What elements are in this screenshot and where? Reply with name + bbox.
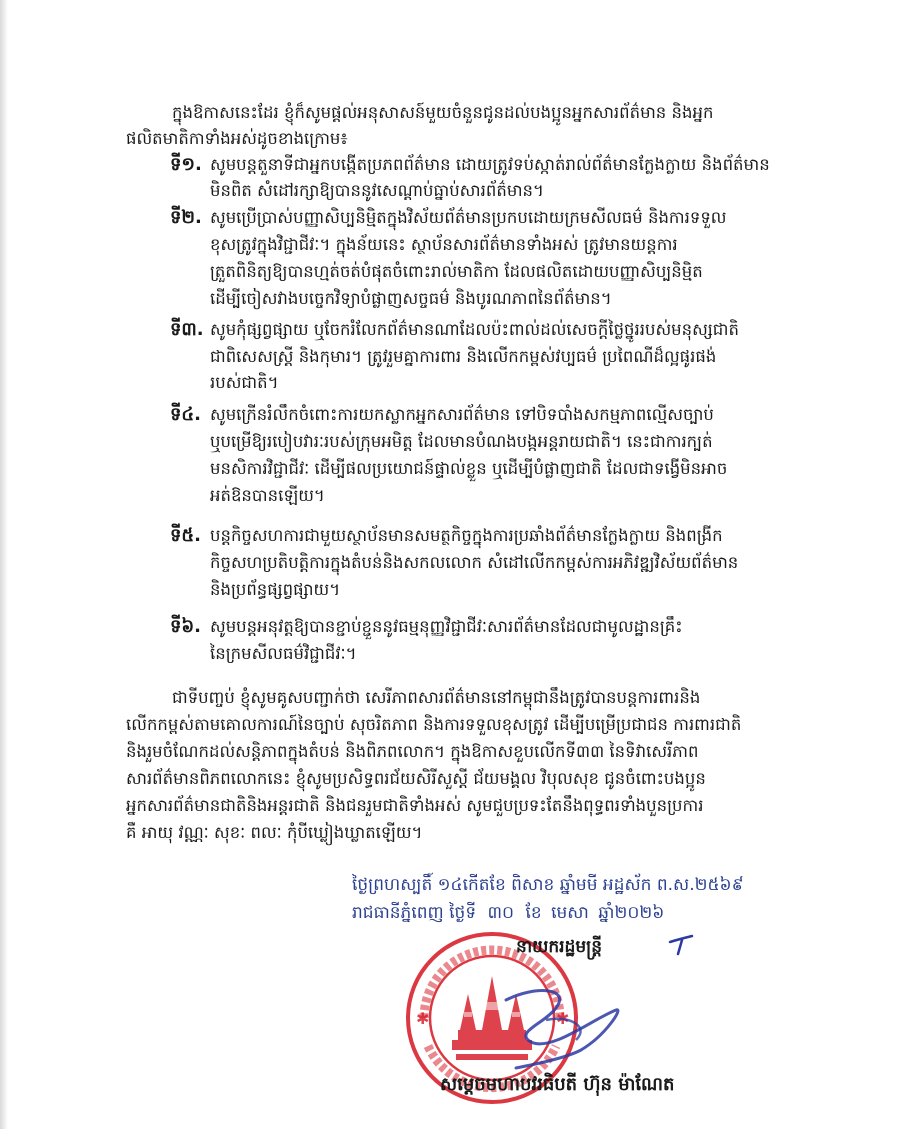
recommendation-1-line-1: សូមបន្តតួនាទីជាអ្នកបង្កើតប្រភពព័ត៌មាន ដោយត្រូវទប់ស្កាត់រាល់ព័ត៌មានក្លែងក្លាយ និងព័ត៌មាន <box>210 155 770 174</box>
recommendation-2-line-2: ខុសត្រូវក្នុងវិជ្ជាជីវៈ។ ក្នុងន័យនេះ ស្ថាប័នសារព័ត៌មានទាំងអស់ ត្រូវមានយន្តការ <box>210 235 678 254</box>
recommendation-3-line-2: ជាពិសេសស្ត្រី និងកុមារ។ ត្រូវរួមគ្នាការពារ និងលើកកម្ពស់វប្បធម៌ ប្រពៃណីដ៏ល្អផូរផង់ <box>210 347 717 366</box>
recommendation-3-line-3: របស់ជាតិ។ <box>210 373 279 392</box>
closing-line-2: លើកកម្ពស់តាមគោលការណ៍នៃច្បាប់ សុចរិតភាព និងការទទួលខុសត្រូវ ដើម្បីបម្រើប្រជាជន ការពារជាតិ <box>126 715 742 734</box>
handwritten-signature <box>496 980 631 1075</box>
dateline-month-label: ខែ <box>525 903 542 923</box>
recommendation-5-line-1: បន្តកិច្ចសហការជាមួយស្ថាប័នមានសមត្ថកិច្ចក្នុងការប្រឆាំងព័ត៌មានក្លែងក្លាយ និងពង្រីក <box>210 526 723 545</box>
recommendation-5-number: ទី៥. <box>170 525 202 546</box>
recommendation-3-line-1: សូមកុំផ្សព្វផ្សាយ ឬចែករំលែកព័ត៌មានណាដែលប៉ះពាល់ដល់សេចក្ដីថ្លៃថ្នូររបស់មនុស្សជាតិ <box>210 320 739 339</box>
recommendation-2-line-4: ដើម្បីចៀសវាងបច្ចេកវិទ្យាបំផ្លាញសច្ចធម៌ និងបូរណភាពនៃព័ត៌មាន។ <box>210 289 612 308</box>
recommendation-4-line-3: មនសិការវិជ្ជាជីវៈ ដើម្បីផលប្រយោជន៍ផ្ទាល់ខ្លួន ឬដើម្បីបំផ្លាញជាតិ ដែលជាទង្វើមិនអាច <box>210 459 728 478</box>
closing-line-1: ជាទីបញ្ចប់ ខ្ញុំសូមគូសបញ្ជាក់ថា សេរីភាពសារព័ត៌មាននៅកម្ពុជានឹងត្រូវបានបន្តការពារនិង <box>172 688 701 707</box>
dateline-lunar: ថ្ងៃព្រហស្បតិ៍ ១៤កើតខែ ពិសាខ ឆ្នាំមមី អដ្ឋស័ក ព.ស.២៥៦៩ <box>352 875 744 895</box>
svg-text:✱: ✱ <box>556 1009 570 1028</box>
recommendation-6-line-2: នៃក្រមសីលធម៌វិជ្ជាជីវៈ។ <box>210 644 357 663</box>
signatory-title: នាយករដ្ឋមន្ត្រី <box>516 937 602 957</box>
closing-line-6: គឺ អាយុ វណ្ណៈ សុខៈ ពលៈ កុំបីឃ្លៀងឃ្លាតឡើយ។ <box>126 823 423 842</box>
intro-line-1: ក្នុងឱកាសនេះដែរ ខ្ញុំក៏សូមផ្ដល់អនុសាសន៍មួយចំនួនជូនដល់បងប្អូនអ្នកសារព័ត៌មាន និងអ្នក <box>172 103 714 122</box>
recommendation-5-line-2: កិច្ចសហប្រតិបត្តិការក្នុងតំបន់និងសកលលោក សំដៅលើកកម្ពស់ការអភិវឌ្ឍវិស័យព័ត៌មាន <box>210 553 739 572</box>
dateline-place: រាជធានីភ្នំពេញ ថ្ងៃទី <box>352 903 477 923</box>
signatory-name: សម្ដេចមហាបវរធិបតី ហ៊ុន ម៉ាណែត <box>440 1074 675 1095</box>
svg-text:✱: ✱ <box>416 1009 430 1028</box>
dateline-month: មេសា <box>551 903 589 923</box>
recommendation-4-line-4: អត់ឱនបានឡើយ។ <box>210 486 325 505</box>
recommendation-2-line-1: សូមប្រើប្រាស់បញ្ញាសិប្បនិម្មិតក្នុងវិស័យព័ត៌មានប្រកបដោយក្រមសីលធម៌ និងការទទួល <box>210 208 727 227</box>
dateline-day: ៣០ <box>487 903 515 923</box>
recommendation-4-number: ទី៤. <box>170 404 202 425</box>
closing-line-4: សារព័ត៌មានពិភពលោកនេះ ខ្ញុំសូមប្រសិទ្ធពរជ័យសិរីសួស្ដី ជ័យមង្គល វិបុលសុខ ជូនចំពោះបងប្អូន <box>126 769 706 788</box>
dateline-solar <box>352 900 822 928</box>
dateline-year: ឆ្នាំ២០២៦ <box>598 903 665 923</box>
intro-line-2: ផលិតមាតិកាទាំងអស់ដូចខាងក្រោម៖ <box>126 129 348 148</box>
recommendation-1-number: ទី១. <box>170 154 202 175</box>
closing-line-3: និងរួមចំណែកដល់សន្តិភាពក្នុងតំបន់ និងពិភពលោក។ ក្នុងឱកាសខួបលើកទី៣៣ នៃទិវាសេរីភាព <box>126 742 699 761</box>
recommendation-4-line-2: ឬបម្រើឱ្យរបៀបវារៈរបស់ក្រុមអមិត្ត ដែលមានបំណងបង្កអន្តរាយជាតិ។ នេះជាការក្បត់ <box>210 432 713 451</box>
recommendation-2-line-3: ត្រួតពិនិត្យឱ្យបានហ្មត់ចត់បំផុតចំពោះរាល់មាតិកា ដែលផលិតដោយបញ្ញាសិប្បនិម្មិត <box>210 262 703 281</box>
recommendation-2-number: ទី២. <box>170 207 202 228</box>
closing-line-5: អ្នកសារព័ត៌មានជាតិនិងអន្តរជាតិ និងជនរួមជាតិទាំងអស់ សូមជួបប្រទះតែនឹងពុទ្ធពរទាំងបួនប្រការ <box>126 796 704 815</box>
recommendation-1-line-2: មិនពិត សំដៅរក្សាឱ្យបាននូវសេណ្ដាប់ធ្នាប់សារព័ត៌មាន។ <box>210 181 544 200</box>
recommendation-6-line-1: សូមបន្តអនុវត្តឱ្យបានខ្ជាប់ខ្ជួននូវធម្មនុញ្ញវិជ្ជាជីវៈសារព័ត៌មានដែលជាមូលដ្ឋានគ្រឹះ <box>210 617 683 636</box>
recommendation-4-line-1: សូមក្រើនរំលឹកចំពោះការយកស្លាកអ្នកសារព័ត៌មាន ទៅបិទបាំងសកម្មភាពល្មើសច្បាប់ <box>210 405 714 424</box>
recommendation-3-number: ទី៣. <box>170 319 204 340</box>
recommendation-5-line-3: និងប្រព័ន្ធផ្សព្វផ្សាយ។ <box>210 580 341 599</box>
initial-mark-icon <box>666 934 696 956</box>
recommendation-6-number: ទី៦. <box>170 616 202 637</box>
